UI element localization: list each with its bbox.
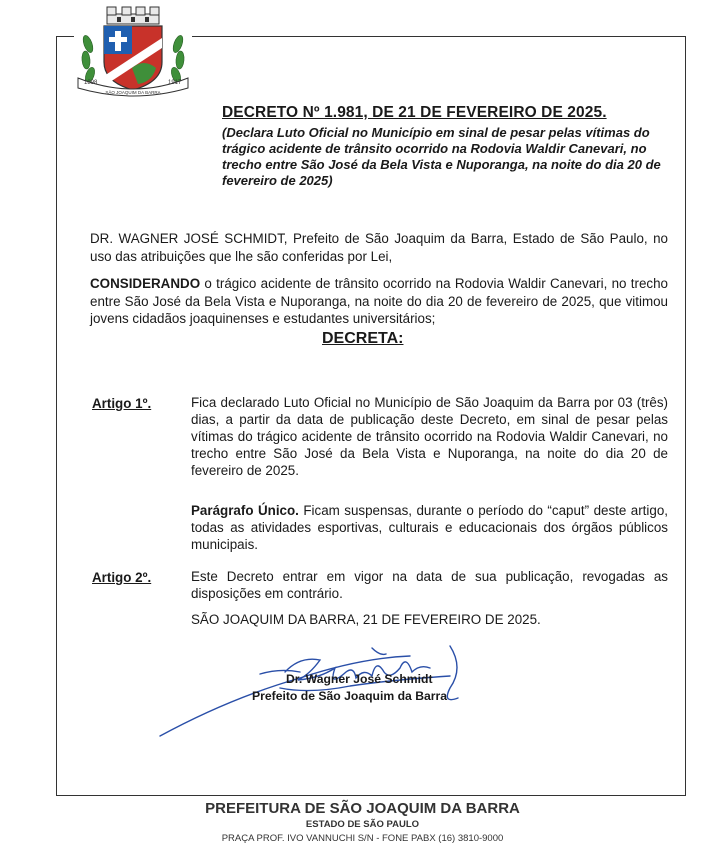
sole-paragraph: [191, 502, 668, 553]
sole-paragraph-text: Ficam suspensas, durante o período do “caput” deste artigo, todas as atividades esportivas, culturais e educacionais dos órgãos públicos municipais.: [191, 503, 668, 552]
decreta-heading: DECRETA:: [322, 330, 404, 347]
date-line: SÃO JOAQUIM DA BARRA, 21 DE FEVEREIRO DE 2025.: [191, 612, 541, 627]
article-1-text: Fica declarado Luto Oficial no Município de São Joaquim da Barra por 03 (três) dias, a partir da data de publicação deste Decreto, em sinal de pesar pelas vítimas do trágico acidente de trânsito ocorrido na Rodovia Waldir Canevari, no trecho entre São José da Bela Vista e Nuporanga, na noite do dia 20 de fevereiro de 2025.: [191, 395, 668, 478]
svg-text:1898: 1898: [84, 80, 98, 86]
signer-name: Dr. Wagner José Schmidt: [286, 672, 433, 686]
signer-role: Prefeito de São Joaquim da Barra: [252, 689, 448, 703]
article-1-label: Artigo 1º.: [92, 396, 152, 411]
footer-organization: PREFEITURA DE SÃO JOAQUIM DA BARRA: [205, 800, 520, 817]
svg-text:1917: 1917: [168, 80, 182, 86]
article-2-text: Este Decreto entrar em vigor na data de sua publicação, revogadas as disposições em contrário.: [191, 569, 668, 601]
footer-state: ESTADO DE SÃO PAULO: [305, 819, 420, 830]
article-2-label: Artigo 2º.: [92, 570, 152, 585]
svg-text:SÃO JOAQUIM DA BARRA: SÃO JOAQUIM DA BARRA: [105, 90, 161, 95]
crest-emblem-icon: [74, 4, 192, 100]
decree-summary: (Declara Luto Oficial no Município em sinal de pesar pelas vítimas do trágico acidente de trânsito ocorrido na Rodovia Waldir Canevari, no trecho entre São José da Bela Vista e Nuporanga, na noite do dia 20 de fevereiro de 2025): [222, 125, 661, 188]
signature-image: [150, 628, 500, 748]
sole-paragraph-label: Parágrafo Único.: [191, 503, 299, 518]
considering-label: CONSIDERANDO: [90, 276, 201, 291]
considering-text: o trágico acidente de trânsito ocorrido na Rodovia Waldir Canevari, no trecho entre São José da Bela Vista e Nuporanga, na noite do dia 20 de fevereiro de 2025, que vitimou jovens cidadãos joaquinenses e estudantes universitários;: [90, 276, 668, 326]
footer-address: PRAÇA PROF. IVO VANNUCHI S/N - FONE PABX (16) 3810-9000: [221, 833, 504, 844]
decree-intro: DR. WAGNER JOSÉ SCHMIDT, Prefeito de São Joaquim da Barra, Estado de São Paulo, no uso das atribuições que lhe são conferidas por Lei,: [90, 231, 668, 264]
municipal-crest: [74, 4, 192, 100]
considering-paragraph: [90, 275, 668, 328]
decree-title: DECRETO Nº 1.981, DE 21 DE FEVEREIRO DE 2025.: [222, 104, 607, 121]
